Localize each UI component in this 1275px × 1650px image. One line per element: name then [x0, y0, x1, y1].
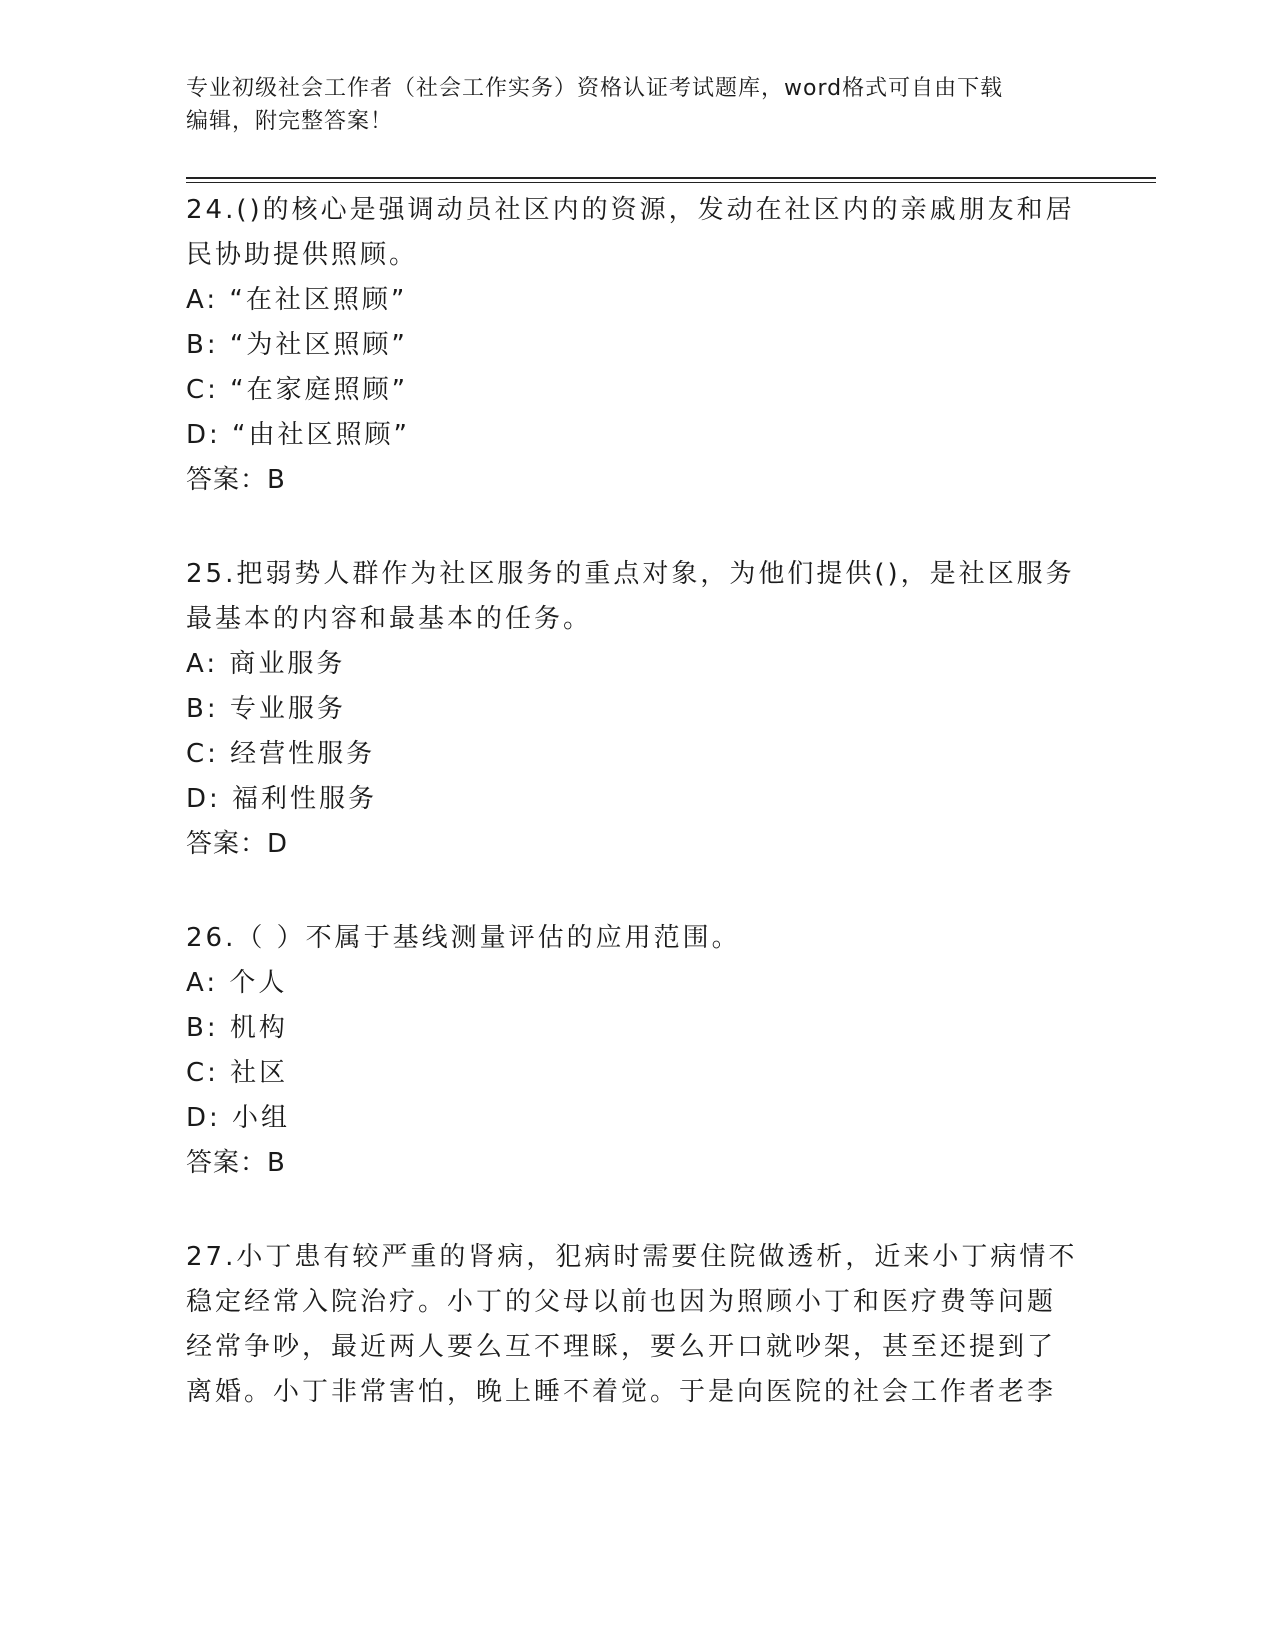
question-27: [186, 1235, 1086, 1415]
question-text-line: 经常争吵，最近两人要么互不理睬，要么开口就吵架，甚至还提到了: [186, 1332, 1057, 1362]
option-a: A: 商业服务: [186, 649, 346, 679]
header-line-2: 编辑，附完整答案！: [186, 109, 394, 134]
option-d: D: “由社区照顾”: [186, 420, 410, 450]
option-a: A: “在社区照顾”: [186, 285, 408, 315]
option-a: A: 个人: [186, 968, 288, 998]
question-text-line: 27.小丁患有较严重的肾病，犯病时需要住院做透析，近来小丁病情不: [186, 1242, 1078, 1272]
question-text-line: 民协助提供照顾。: [186, 240, 419, 270]
option-b: B: “为社区照顾”: [186, 330, 408, 360]
question-text-line: 26.（ ）不属于基线测量评估的应用范围。: [186, 923, 741, 953]
answer-line: 答案：D: [186, 829, 289, 859]
option-b: B: 专业服务: [186, 694, 346, 724]
question-text-line: 最基本的内容和最基本的任务。: [186, 604, 593, 634]
question-text-line: 离婚。小丁非常害怕，晚上睡不着觉。于是向医院的社会工作者老李: [186, 1377, 1057, 1407]
question-25: [186, 552, 1086, 867]
option-c: C: 经营性服务: [186, 739, 376, 769]
question-text-line: 稳定经常入院治疗。小丁的父母以前也因为照顾小丁和医疗费等问题: [186, 1287, 1057, 1317]
answer-line: 答案：B: [186, 1148, 286, 1178]
option-b: B: 机构: [186, 1013, 288, 1043]
question-24: [186, 188, 1086, 503]
option-d: D: 小组: [186, 1103, 291, 1133]
answer-line: 答案：B: [186, 465, 286, 495]
question-26: [186, 916, 1086, 1186]
option-c: C: 社区: [186, 1058, 289, 1088]
option-c: C: “在家庭照顾”: [186, 375, 409, 405]
question-text-line: 24.()的核心是强调动员社区内的资源，发动在社区内的亲戚朋友和居: [186, 195, 1075, 225]
option-d: D: 福利性服务: [186, 784, 378, 814]
question-text-line: 25.把弱势人群作为社区服务的重点对象，为他们提供()，是社区服务: [186, 559, 1075, 589]
header-line-1: 专业初级社会工作者（社会工作实务）资格认证考试题库，word格式可自由下载: [186, 76, 1004, 101]
document-header: [186, 72, 1086, 138]
header-divider: [186, 177, 1156, 183]
